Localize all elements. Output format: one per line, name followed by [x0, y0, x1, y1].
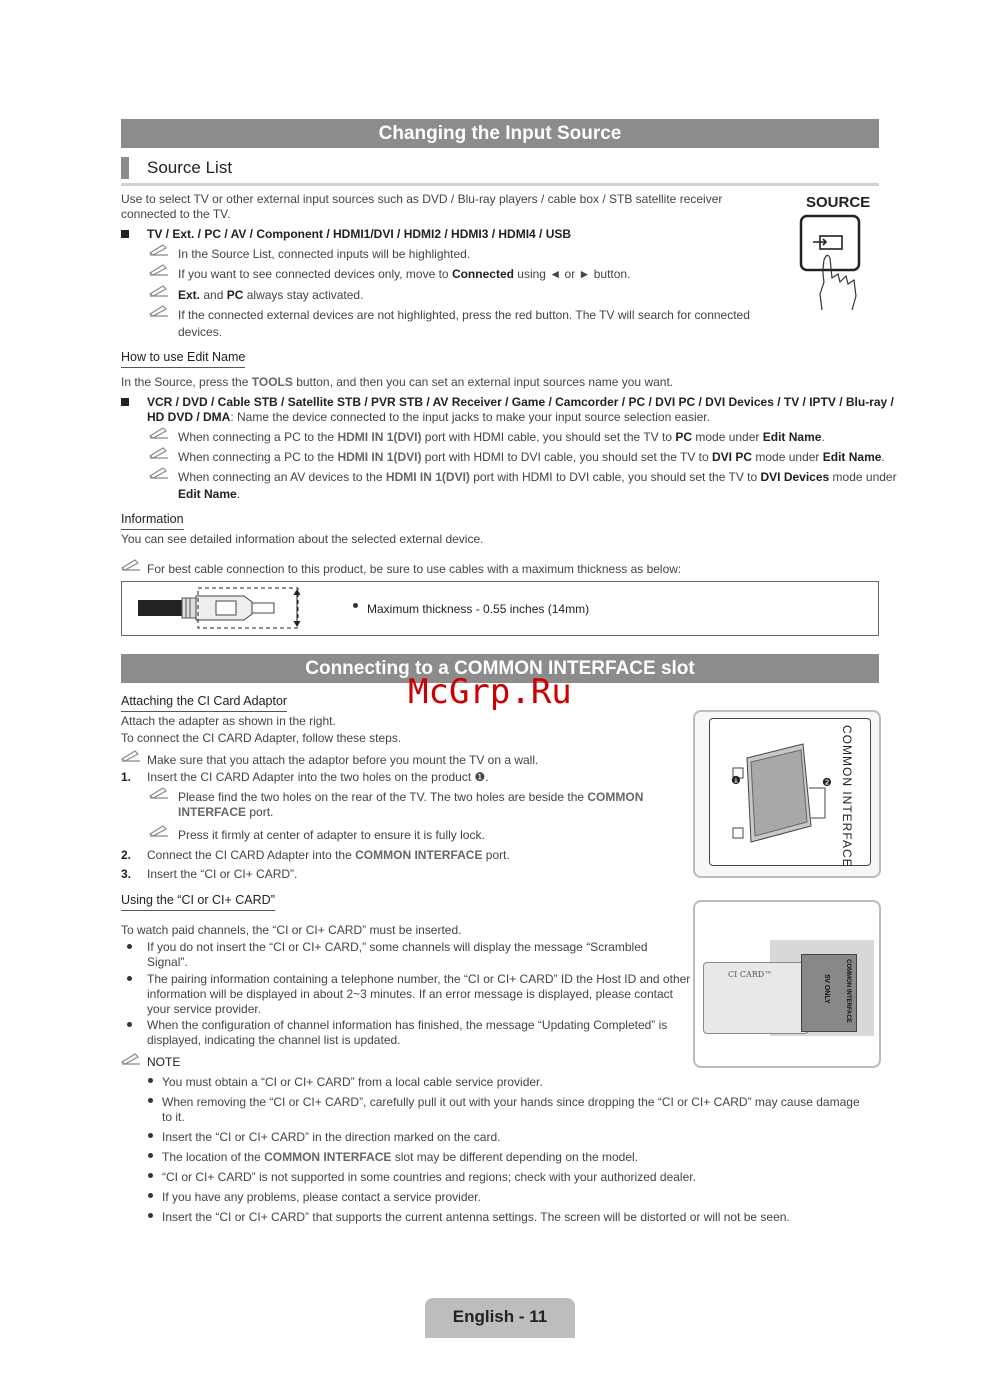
note-red-button-1: If the connected external devices are not highlighted, press the red button. The TV will search for connected [178, 308, 750, 322]
subsection-title: Source List [147, 158, 233, 177]
bullet-1-line-1: If you do not insert the “CI or CI+ CARD,” some channels will display the message “Scrambled [147, 940, 648, 954]
cable-note: For best cable connection to this product, be sure to use cables with a maximum thickness as below: [147, 562, 682, 576]
note-pc-hdmi: When connecting a PC to the HDMI IN 1(DVI) port with HDMI cable, you should set the TV to PC mode under Edit Name. [178, 430, 825, 444]
section-title-common-interface: Connecting to a COMMON INTERFACE slot [121, 654, 879, 683]
ci-card-shape [703, 962, 809, 1034]
intro-line-2: connected to the TV. [121, 207, 231, 221]
note-pencil-icon [149, 263, 169, 276]
attach-line-2: To connect the CI CARD Adapter, follow these steps. [121, 731, 402, 745]
note-connected: If you want to see connected devices only, move to Connected using ◄ or ► button. [178, 267, 631, 281]
bullet-3-line-1: When the configuration of channel information has finished, the message “Updating Completed” is [147, 1018, 668, 1032]
bullet-2-line-2: information will be displayed in about 2~3 minutes. If an error message is displayed, please contact [147, 987, 673, 1001]
attach-line-1: Attach the adapter as shown in the right. [121, 714, 336, 728]
subsection-marker [121, 157, 129, 179]
square-bullet [121, 398, 129, 406]
using-ci-heading: Using the “CI or CI+ CARD” [121, 893, 275, 911]
information-text: You can see detailed information about the selected external device. [121, 532, 484, 546]
step-1-text: Insert the CI CARD Adapter into the two holes on the product ❶. [147, 770, 489, 784]
subsection-header-source-list [121, 157, 879, 186]
marker-2: ❷ [822, 777, 832, 789]
note-highlighted: In the Source List, connected inputs will be highlighted. [178, 247, 471, 261]
device-list-line-1: VCR / DVD / Cable STB / Satellite STB / PVR STB / AV Receiver / Game / Camcorder / PC / DVI PC / DVI Devices / TV / IPTV / Blu-ray / [147, 395, 894, 409]
bullet-dot [148, 1078, 153, 1083]
note-item-1: You must obtain a “CI or CI+ CARD” from a local cable service provider. [162, 1075, 543, 1089]
note-pencil-icon [149, 426, 169, 439]
slot-label-common-interface: COMMON INTERFACE [845, 959, 851, 1023]
bullet-dot [148, 1193, 153, 1198]
note-pencil-icon [121, 1052, 141, 1065]
bullet-2-line-3: your service provider. [147, 1002, 262, 1016]
source-button-label: SOURCE [806, 194, 871, 211]
note-pencil-icon [121, 749, 141, 762]
marker-1: ❶ [731, 775, 741, 787]
ci-adapter-diagram [693, 710, 881, 878]
edit-name-heading: How to use Edit Name [121, 350, 245, 368]
step-1-note-press: Press it firmly at center of adapter to ensure it is fully lock. [178, 828, 485, 842]
intro-line-1: Use to select TV or other external input sources such as DVD / Blu-ray players / cable box / STB satellite receiver [121, 192, 723, 206]
note-item-7: Insert the “CI or CI+ CARD” that supports the current antenna settings. The screen will be distorted or will not be seen. [162, 1210, 790, 1224]
slot-label-5v: 5V ONLY [823, 974, 830, 1004]
note-pencil-icon [149, 304, 169, 317]
note-pencil-icon [149, 786, 169, 799]
note-av-dvi-cont: Edit Name. [178, 487, 241, 501]
note-item-4: The location of the COMMON INTERFACE slot may be different depending on the model. [162, 1150, 639, 1164]
step-2-text: Connect the CI CARD Adapter into the COMMON INTERFACE port. [147, 848, 510, 862]
bullet-dot [148, 1153, 153, 1158]
information-heading: Information [121, 512, 184, 530]
ci-card-diagram [693, 900, 881, 1068]
page-number-tab: English - 11 [425, 1298, 575, 1338]
bullet-3-line-2: displayed, indicating the channel list is updated. [147, 1033, 401, 1047]
step-1-note-holes: Please find the two holes on the rear of the TV. The two holes are beside the COMMON [178, 790, 644, 804]
note-av-dvi: When connecting an AV devices to the HDMI IN 1(DVI) port with HDMI to DVI cable, you should set the TV to DVI Devices mode under [178, 470, 897, 484]
max-thickness-text: Maximum thickness - 0.55 inches (14mm) [367, 602, 590, 616]
ci-card-label: CI CARD™ [728, 970, 773, 979]
using-ci-intro: To watch paid channels, the “CI or CI+ CARD” must be inserted. [121, 923, 462, 937]
bullet-dot [127, 1022, 132, 1027]
note-pencil-icon [121, 558, 141, 571]
bullet-dot [148, 1098, 153, 1103]
bullet-dot [148, 1133, 153, 1138]
bullet-dot [127, 944, 132, 949]
bullet-2-line-1: The pairing information containing a telephone number, the “CI or CI+ CARD” ID the Host ID and other [147, 972, 691, 986]
watermark-text: McGrp.Ru [408, 672, 572, 712]
bullet-dot [353, 603, 358, 608]
note-always-active: Ext. and PC always stay activated. [178, 288, 364, 302]
note-item-5: “CI or CI+ CARD” is not supported in some countries and regions; check with your authorized dealer. [162, 1170, 696, 1184]
square-bullet [121, 230, 129, 238]
note-heading: NOTE [147, 1055, 181, 1069]
step-3-number: 3. [121, 867, 132, 881]
step-1-number: 1. [121, 770, 132, 784]
step-3-text: Insert the “CI or CI+ CARD”. [147, 867, 298, 881]
note-pencil-icon [149, 446, 169, 459]
note-pencil-icon [149, 243, 169, 256]
note-item-2: When removing the “CI or CI+ CARD”, carefully pull it out with your hands since dropping the “CI or CI+ CARD” may cause damage [162, 1095, 860, 1109]
attach-note-wall: Make sure that you attach the adaptor before you mount the TV on a wall. [147, 753, 539, 767]
cable-thickness-box [121, 581, 879, 636]
ci-adapter-icon [725, 738, 845, 850]
step-2-number: 2. [121, 848, 132, 862]
bullet-dot [148, 1173, 153, 1178]
note-pencil-icon [149, 824, 169, 837]
bullet-dot [127, 976, 132, 981]
note-red-button-2: devices. [178, 325, 223, 339]
source-button-press-icon [796, 212, 868, 314]
source-list-items: TV / Ext. / PC / AV / Component / HDMI1/DVI / HDMI2 / HDMI3 / HDMI4 / USB [147, 227, 572, 241]
note-item-3: Insert the “CI or CI+ CARD” in the direction marked on the card. [162, 1130, 501, 1144]
note-pencil-icon [149, 284, 169, 297]
note-pc-dvi: When connecting a PC to the HDMI IN 1(DVI) port with HDMI to DVI cable, you should set the TV to DVI PC mode under Edit Name. [178, 450, 885, 464]
note-item-2-cont: to it. [162, 1110, 185, 1124]
note-item-6: If you have any problems, please contact a service provider. [162, 1190, 481, 1204]
step-1-note-holes-cont: INTERFACE port. [178, 805, 274, 819]
bullet-dot [148, 1213, 153, 1218]
bullet-1-line-2: Signal”. [147, 955, 188, 969]
device-list-line-2: HD DVD / DMA: Name the device connected to the input jacks to make your input source selection easier. [147, 410, 710, 424]
attach-heading: Attaching the CI Card Adaptor [121, 694, 287, 712]
edit-name-intro: In the Source, press the TOOLS button, and then you can set an external input sources name you want. [121, 375, 674, 389]
note-pencil-icon [149, 466, 169, 479]
cable-plug-icon [136, 586, 306, 630]
common-interface-label: COMMON INTERFACE [840, 725, 854, 868]
section-title-input-source: Changing the Input Source [121, 119, 879, 148]
